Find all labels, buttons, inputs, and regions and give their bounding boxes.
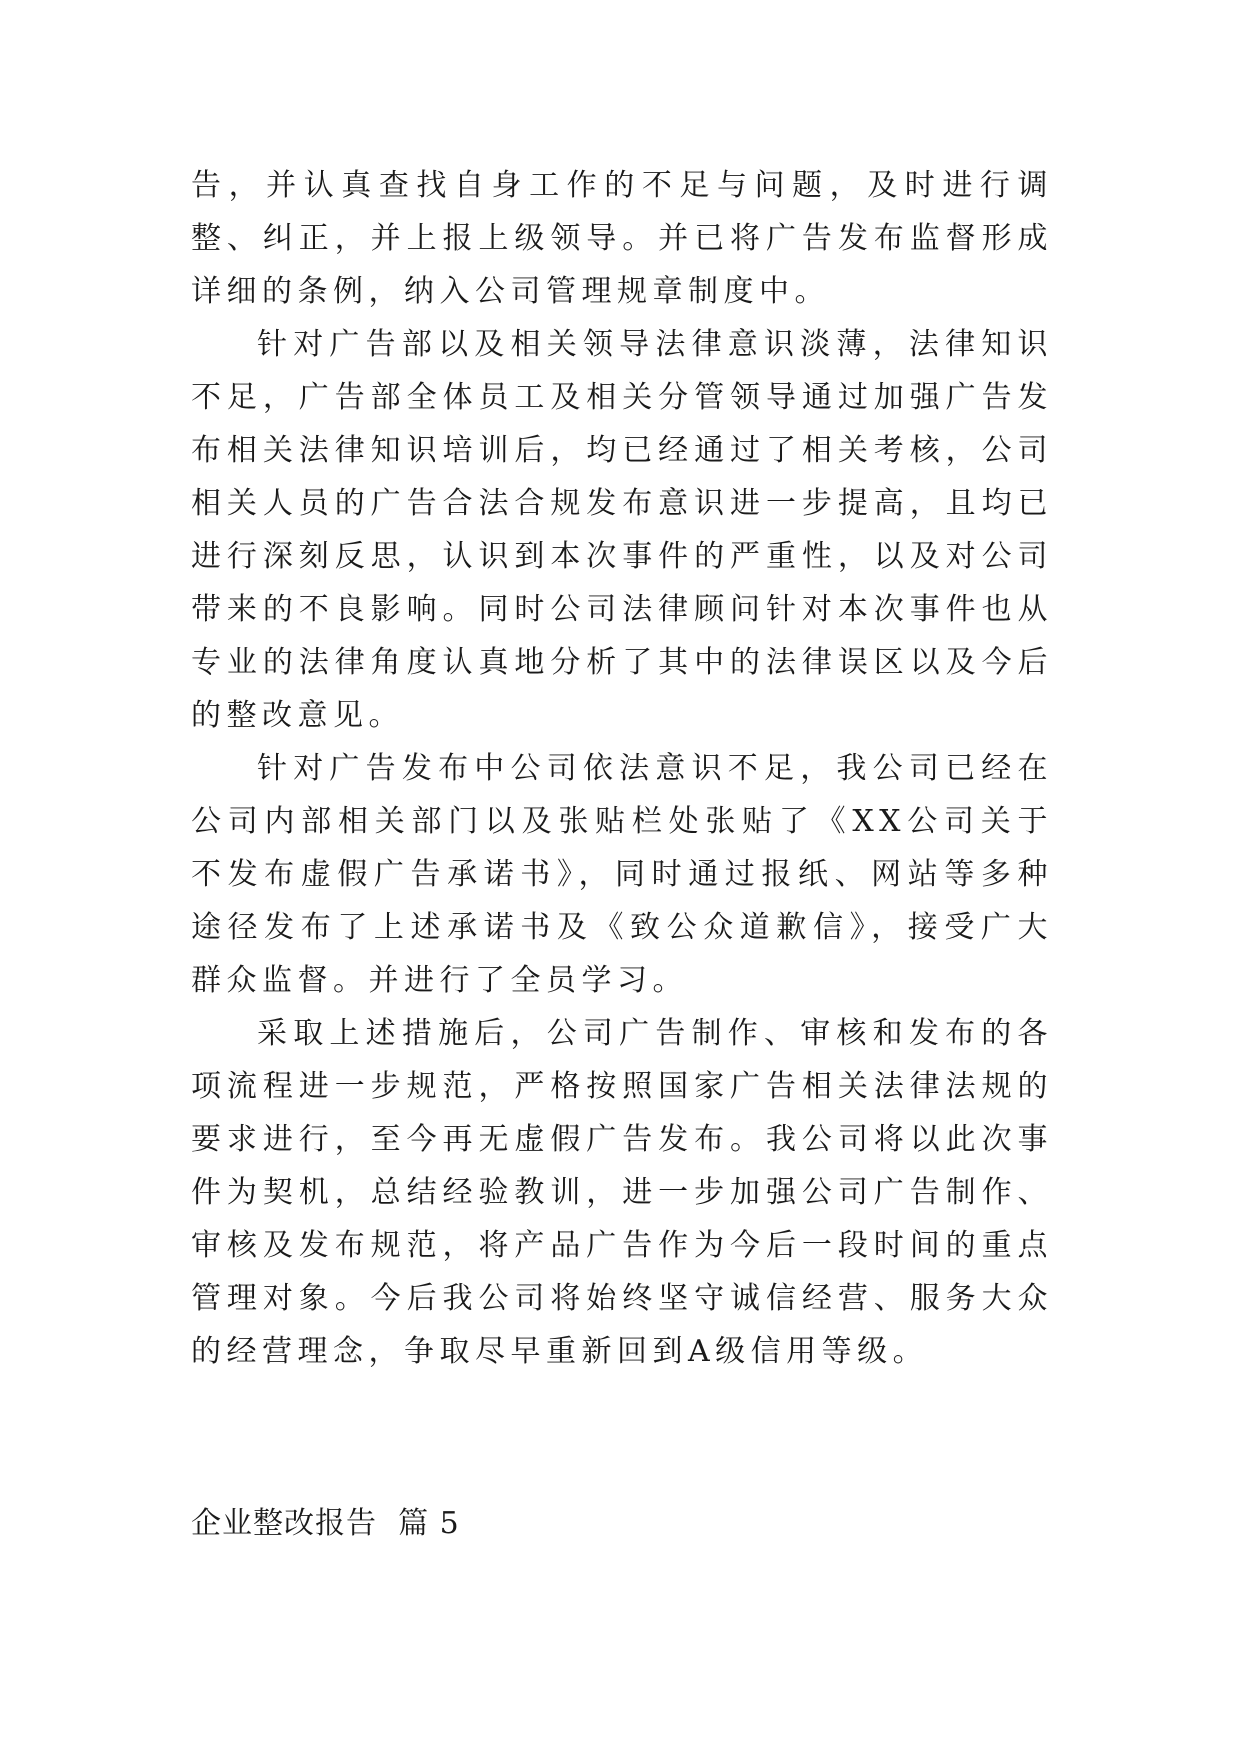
paragraph-4: 采取上述措施后，公司广告制作、审核和发布的各项流程进一步规范，严格按照国家广告相关法律法规的要求进行，至今再无虚假广告发布。我公司将以此次事件为契机，总结经验教训，进一步加强公司广告制作、审核及发布规范，将产品广告作为今后一段时间的重点管理对象。今后我公司将始终坚守诚信经营、服务大众的经营理念，争取尽早重新回到A级信用等级。 xyxy=(191,1016,1053,1369)
document-body xyxy=(191,159,1053,1378)
paragraph-3: 针对广告发布中公司依法意识不足，我公司已经在公司内部相关部门以及张贴栏处张贴了《XX公司关于不发布虚假广告承诺书》，同时通过报纸、网站等多种途径发布了上述承诺书及《致公众道歉信》，接受广大群众监督。并进行了全员学习。 xyxy=(191,751,1053,998)
paragraph-2: 针对广告部以及相关领导法律意识淡薄，法律知识不足，广告部全体员工及相关分管领导通过加强广告发布相关法律知识培训后，均已经通过了相关考核，公司相关人员的广告合法合规发布意识进一步提高，且均已进行深刻反思，认识到本次事件的严重性，以及对公司带来的不良影响。同时公司法律顾问针对本次事件也从专业的法律角度认真地分析了其中的法律误区以及今后的整改意见。 xyxy=(191,327,1053,733)
section-heading: 企业整改报告 篇 5 xyxy=(191,1506,460,1541)
paragraph-1: 告，并认真查找自身工作的不足与问题，及时进行调整、纠正，并上报上级领导。并已将广告发布监督形成详细的条例，纳入公司管理规章制度中。 xyxy=(191,168,1053,309)
